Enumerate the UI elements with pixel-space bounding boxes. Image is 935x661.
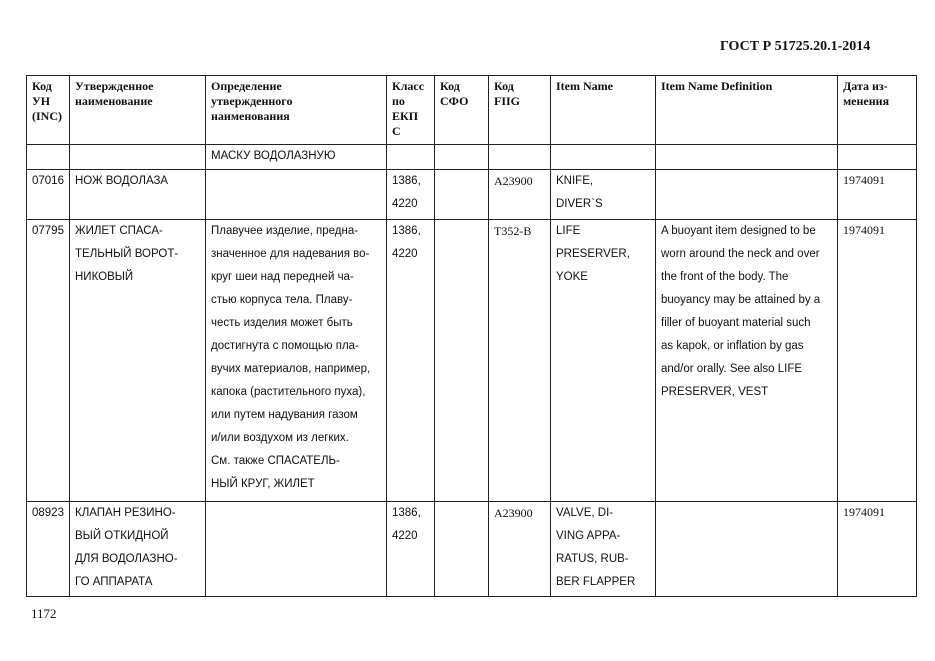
item-def-line: PRESERVER, VEST <box>661 386 769 398</box>
inc-cell <box>27 170 70 220</box>
definition-cell <box>206 170 387 220</box>
class-line: 1386, <box>392 225 421 237</box>
header-date-line: Дата из- <box>843 79 888 93</box>
item-def-line: filler of buoyant material such <box>661 317 811 329</box>
class-line: 1386, <box>392 175 421 187</box>
cont-date-cell <box>838 145 917 170</box>
class-line: 1386, <box>392 507 421 519</box>
inc-cell <box>27 502 70 597</box>
inc-value: 08923 <box>32 507 64 519</box>
name-line: КЛАПАН РЕЗИНО- <box>75 507 176 519</box>
catalog-table <box>26 75 917 597</box>
cont-inc-cell <box>27 145 70 170</box>
date-cell <box>838 502 917 597</box>
cont-definition-cell <box>206 145 387 170</box>
header-sfo <box>435 76 489 145</box>
definition-line: капока (растительного пуха), <box>211 386 366 398</box>
header-item-name <box>551 76 656 145</box>
name-cell <box>70 502 206 597</box>
item-name-line: VALVE, DI- <box>556 507 614 519</box>
header-class-line: С <box>392 124 401 138</box>
item-name-cell <box>551 220 656 502</box>
fiig-value: T352-B <box>494 224 532 238</box>
item-name-line: RATUS, RUB- <box>556 553 629 565</box>
header-item-def-line: Item Name Definition <box>661 79 773 93</box>
header-inc-line: (INC) <box>32 109 62 123</box>
item-def-line: buoyancy may be attained by a <box>661 294 821 306</box>
table-row <box>27 170 917 220</box>
definition-line: достигнута с помощью пла- <box>211 340 359 352</box>
cont-fiig-cell <box>489 145 551 170</box>
item-name-line: LIFE <box>556 225 581 237</box>
item-def-line: and/or orally. See also LIFE <box>661 363 803 375</box>
class-line: 4220 <box>392 530 418 542</box>
item-name-line: KNIFE, <box>556 175 594 187</box>
header-definition-line: Определение <box>211 79 282 93</box>
page-number: 1172 <box>31 606 57 621</box>
definition-cell <box>206 220 387 502</box>
name-line: ТЕЛЬНЫЙ ВОРОТ- <box>75 248 179 260</box>
item-def-line: A buoyant item designed to be <box>661 225 816 237</box>
date-cell <box>838 220 917 502</box>
sfo-cell <box>435 502 489 597</box>
table-row <box>27 220 917 502</box>
definition-line: НЫЙ КРУГ, ЖИЛЕТ <box>211 478 315 490</box>
definition-line: См. также СПАСАТЕЛЬ- <box>211 455 340 467</box>
fiig-cell <box>489 220 551 502</box>
definition-line: круг шеи над передней ча- <box>211 271 354 283</box>
header-class-line: ЕКП <box>392 109 419 123</box>
header-row <box>27 76 917 145</box>
standard-title: ГОСТ Р 51725.20.1-2014 <box>720 39 871 54</box>
definition-line: стью корпуса тела. Плаву- <box>211 294 353 306</box>
cont-item-name-cell <box>551 145 656 170</box>
name-line: ВЫЙ ОТКИДНОЙ <box>75 530 169 542</box>
header-definition-line: наименования <box>211 109 290 123</box>
header-class-line: по <box>392 94 405 108</box>
inc-cell <box>27 220 70 502</box>
cont-sfo-cell <box>435 145 489 170</box>
header-definition <box>206 76 387 145</box>
class-line: 4220 <box>392 198 418 210</box>
name-line: ДЛЯ ВОДОЛАЗНО- <box>75 553 178 565</box>
item-def-cell <box>656 502 838 597</box>
item-name-line: BER FLAPPER <box>556 576 636 588</box>
definition-line: или путем надувания газом <box>211 409 358 421</box>
header-name-line: Утвержденное <box>75 79 154 93</box>
definition-line: вучих материалов, например, <box>211 363 371 375</box>
class-line: 4220 <box>392 248 418 260</box>
continuation-row <box>27 145 917 170</box>
cont-name-cell <box>70 145 206 170</box>
item-name-line: YOKE <box>556 271 588 283</box>
item-def-line: as kapok, or inflation by gas <box>661 340 804 352</box>
cont-class-cell <box>387 145 435 170</box>
item-name-line: DIVER`S <box>556 198 603 210</box>
definition-line: честь изделия может быть <box>211 317 353 329</box>
item-name-cell <box>551 170 656 220</box>
name-line: ЖИЛЕТ СПАСА- <box>75 225 163 237</box>
header-inc-line: Код <box>32 79 52 93</box>
header-name <box>70 76 206 145</box>
sfo-cell <box>435 220 489 502</box>
definition-line: Плавучее изделие, предна- <box>211 225 359 237</box>
item-name-line: PRESERVER, <box>556 248 630 260</box>
header-class <box>387 76 435 145</box>
date-value: 1974091 <box>843 505 885 519</box>
name-cell <box>70 170 206 220</box>
header-item-name-line: Item Name <box>556 79 613 93</box>
date-cell <box>838 170 917 220</box>
header-item-def <box>656 76 838 145</box>
fiig-value: A23900 <box>494 506 533 520</box>
name-line: НОЖ ВОДОЛАЗА <box>75 175 169 187</box>
header-fiig <box>489 76 551 145</box>
header-date <box>838 76 917 145</box>
header-class-line: Класс <box>392 79 425 93</box>
cont-definition-line: МАСКУ ВОДОЛАЗНУЮ <box>211 150 336 162</box>
inc-value: 07016 <box>32 175 64 187</box>
item-def-cell <box>656 170 838 220</box>
class-cell <box>387 220 435 502</box>
class-cell <box>387 502 435 597</box>
date-value: 1974091 <box>843 173 885 187</box>
header-inc-line: УН <box>32 94 51 108</box>
definition-line: и/или воздухом из легких. <box>211 432 349 444</box>
fiig-value: A23900 <box>494 174 533 188</box>
header-inc <box>27 76 70 145</box>
name-line: ГО АППАРАТА <box>75 576 153 588</box>
header-fiig-line: FIIG <box>494 94 521 108</box>
item-name-cell <box>551 502 656 597</box>
header-name-line: наименование <box>75 94 153 108</box>
header-definition-line: утвержденного <box>211 94 293 108</box>
fiig-cell <box>489 170 551 220</box>
definition-line: значенное для надевания во- <box>211 248 370 260</box>
header-fiig-line: Код <box>494 79 514 93</box>
name-cell <box>70 220 206 502</box>
item-def-cell <box>656 220 838 502</box>
class-cell <box>387 170 435 220</box>
header-date-line: менения <box>843 94 890 108</box>
inc-value: 07795 <box>32 225 64 237</box>
name-line: НИКОВЫЙ <box>75 271 134 283</box>
fiig-cell <box>489 502 551 597</box>
item-def-line: the front of the body. The <box>661 271 789 283</box>
cont-item-def-cell <box>656 145 838 170</box>
table-row <box>27 502 917 597</box>
item-name-line: VING APPA- <box>556 530 621 542</box>
header-sfo-line: Код <box>440 79 460 93</box>
item-def-line: worn around the neck and over <box>661 248 820 260</box>
sfo-cell <box>435 170 489 220</box>
header-sfo-line: СФО <box>440 94 469 108</box>
date-value: 1974091 <box>843 223 885 237</box>
definition-cell <box>206 502 387 597</box>
